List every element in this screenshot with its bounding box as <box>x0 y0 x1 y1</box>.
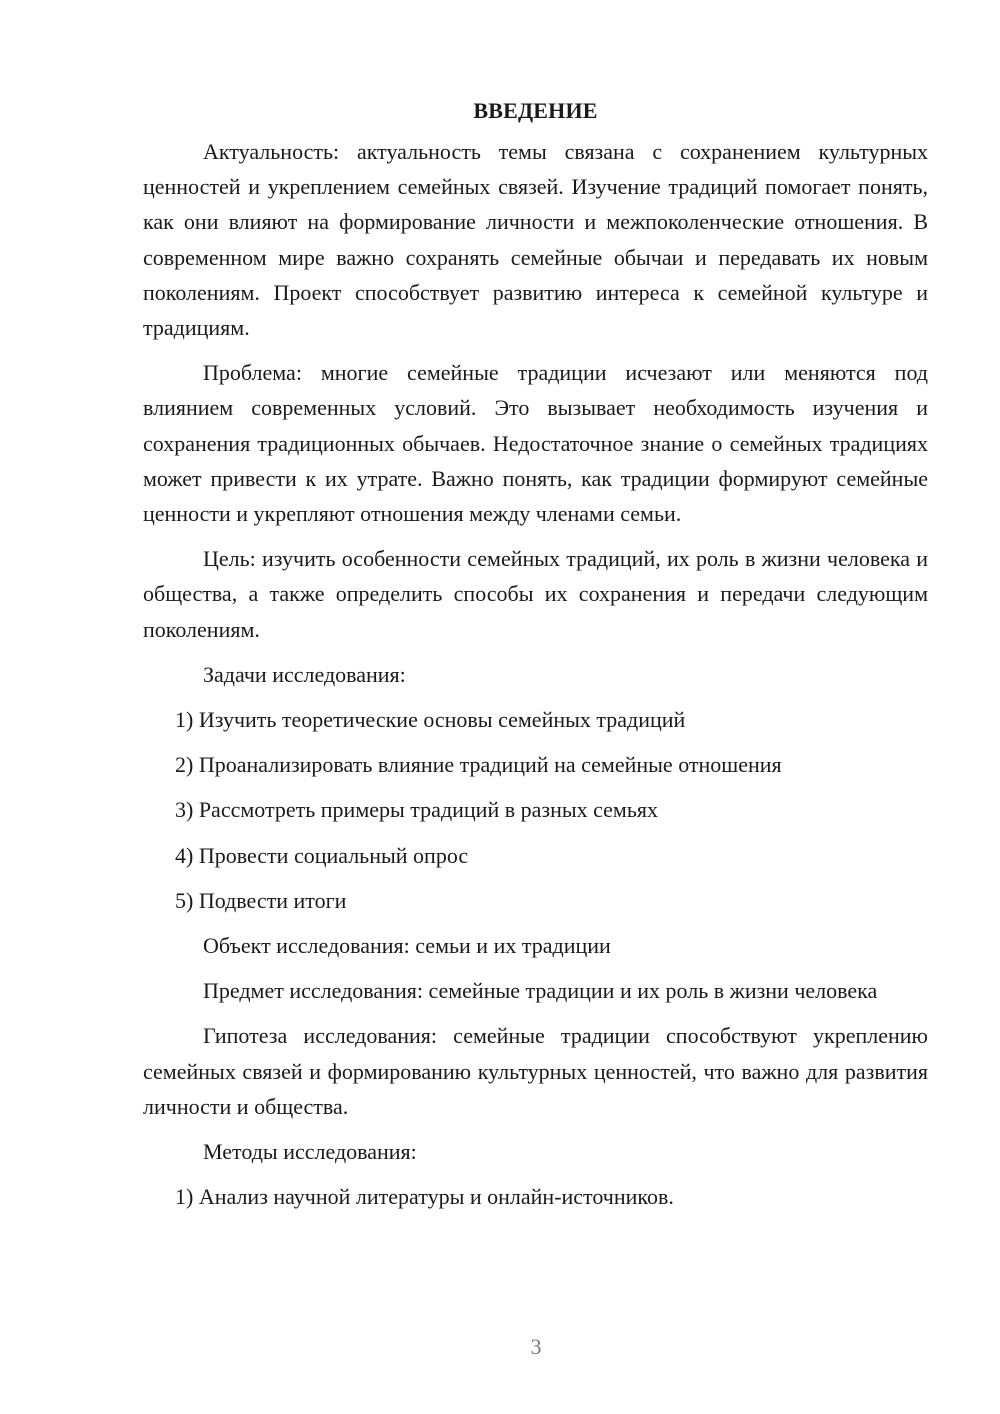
page-content <box>143 96 928 1224</box>
task-item-4: 4) Провести социальный опрос <box>175 842 469 868</box>
tasks-heading: Задачи исследования: <box>203 661 406 687</box>
section-title: ВВЕДЕНИЕ <box>473 98 598 123</box>
task-item-2: 2) Проанализировать влияние традиций на семейные отношения <box>175 752 782 778</box>
method-item-1: 1) Анализ научной литературы и онлайн-источников. <box>175 1184 674 1210</box>
relevance-paragraph: Актуальность: актуальность темы связана с сохранением культурных ценностей и укреплением семейных связей. Изучение традиций помогает понять, как они влияют на формирование личности и межпоколенческие отношения. В современном мире важно сохранять семейные обычаи и передавать их новым поколениям. Проект способствует развитию интереса к семейной культуре и традициям. <box>143 139 928 341</box>
methods-heading: Методы исследования: <box>203 1139 417 1165</box>
task-item-5: 5) Подвести итоги <box>175 887 347 913</box>
problem-paragraph: Проблема: многие семейные традиции исчезают или меняются под влиянием современных условий. Это вызывает необходимость изучения и сохранения традиционных обычаев. Недостаточное знание о семейных традициях может привести к их утрате. Важно понять, как традиции формируют семейные ценности и укрепляют отношения между членами семьи. <box>143 360 928 527</box>
research-subject: Предмет исследования: семейные традиции и их роль в жизни человека <box>203 978 878 1004</box>
research-object: Объект исследования: семьи и их традиции <box>203 933 611 959</box>
page-number: 3 <box>530 1334 542 1359</box>
research-hypothesis: Гипотеза исследования: семейные традиции способствуют укреплению семейных связей и формированию культурных ценностей, что важно для развития личности и общества. <box>143 1023 928 1119</box>
goal-paragraph: Цель: изучить особенности семейных традиций, их роль в жизни человека и общества, а также определить способы их сохранения и передачи следующим поколениям. <box>143 546 928 642</box>
task-item-3: 3) Рассмотреть примеры традиций в разных семьях <box>175 797 659 823</box>
task-item-1: 1) Изучить теоретические основы семейных традиций <box>175 707 686 733</box>
